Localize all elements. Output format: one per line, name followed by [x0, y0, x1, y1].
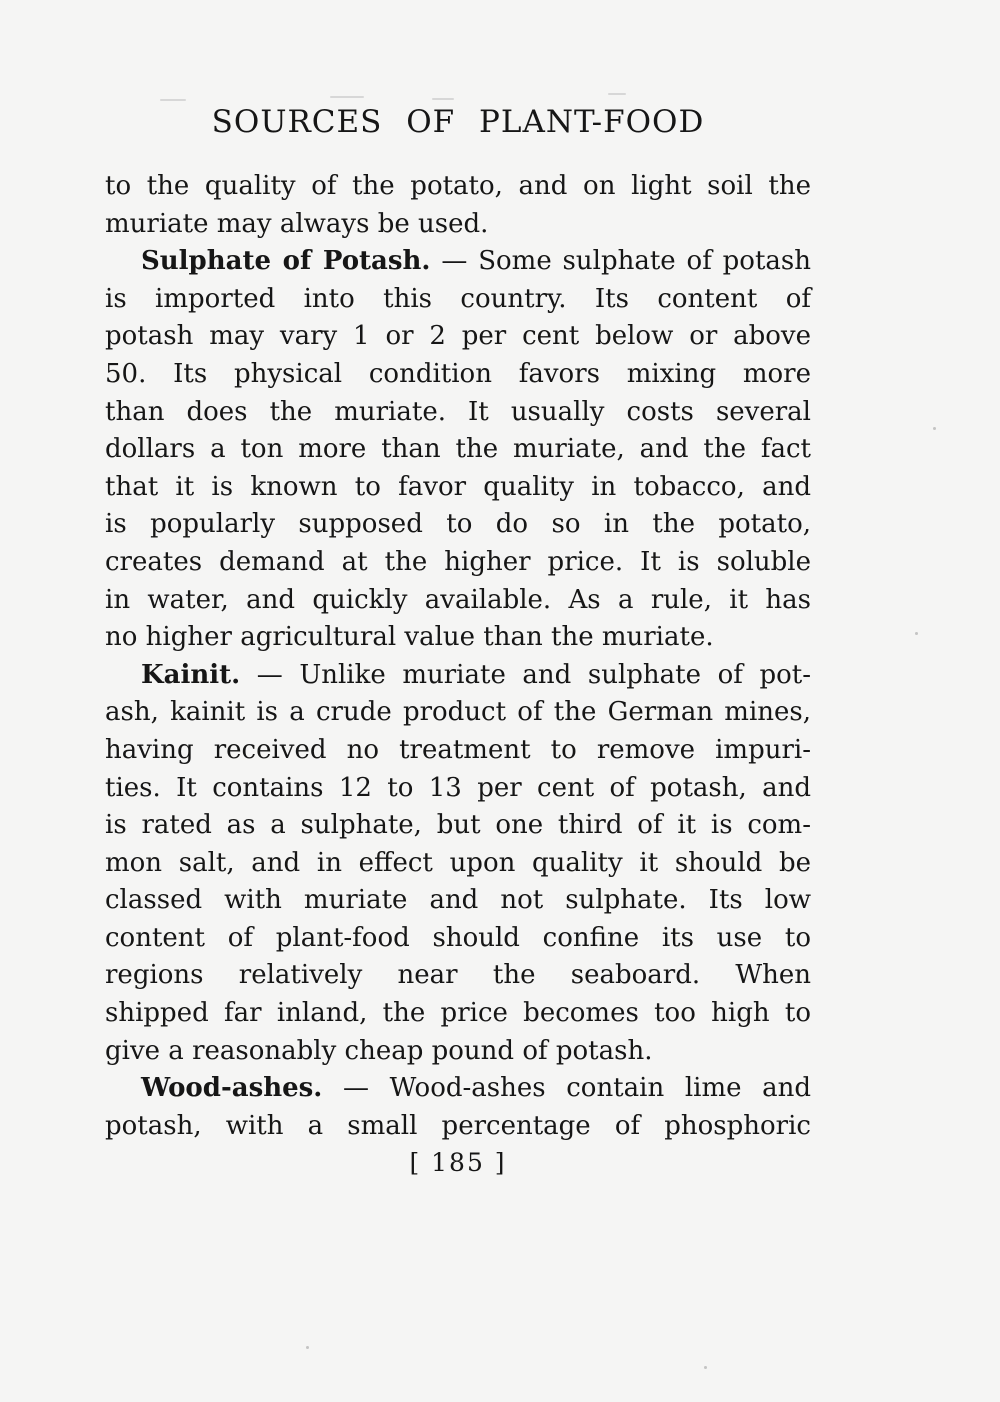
page-title: SOURCES OF PLANT-FOOD — [211, 104, 705, 140]
scan-artifact — [915, 632, 918, 635]
text-line: muriate may always be used. — [105, 208, 489, 239]
scan-artifact — [306, 1346, 309, 1349]
text-line: in water, and quickly available. As a rule, it has — [105, 584, 811, 615]
text-line: than does the muriate. It usually costs several — [105, 396, 811, 427]
scan-artifact — [704, 1366, 707, 1369]
body-text — [105, 168, 811, 1145]
scan-artifact — [608, 93, 626, 95]
text-line — [105, 657, 811, 695]
text-line: no higher agricultural value than the muriate. — [105, 622, 714, 653]
text-line: having received no treatment to remove impuri- — [105, 734, 811, 765]
text-line: potash, with a small percentage of phosphoric — [105, 1110, 811, 1141]
text-line: mon salt, and in effect upon quality it should be — [105, 847, 811, 878]
paragraph-lead-rest: — Unlike muriate and sulphate of pot- — [240, 659, 811, 690]
text-line: that it is known to favor quality in tobacco, and — [105, 471, 811, 502]
paragraph-lead: Kainit. — [141, 659, 241, 690]
text-line: ties. It contains 12 to 13 per cent of potash, and — [105, 772, 811, 803]
paragraph-lead: Sulphate of Potash. — [141, 246, 431, 277]
scan-artifact — [160, 99, 186, 101]
page-number: [ 185 ] — [409, 1148, 507, 1178]
text-line: potash may vary 1 or 2 per cent below or above — [105, 321, 811, 352]
scan-artifact — [933, 427, 936, 430]
text-line: content of plant-food should confine its use to — [105, 922, 811, 953]
scan-artifact — [432, 98, 454, 100]
text-line: give a reasonably cheap pound of potash. — [105, 1035, 653, 1066]
text-line: shipped far inland, the price becomes too high to — [105, 998, 811, 1029]
text-column — [105, 104, 811, 1177]
text-line — [105, 243, 811, 281]
text-line: creates demand at the higher price. It is soluble — [105, 546, 811, 577]
paragraph-lead-rest: — Some sulphate of potash — [430, 246, 812, 277]
text-line: to the quality of the potato, and on light soil the — [105, 171, 811, 201]
text-line: is rated as a sulphate, but one third of it is com- — [105, 810, 811, 841]
scan-artifact — [330, 96, 364, 98]
paragraph-lead: Wood-ashes. — [141, 1073, 323, 1104]
text-line: ash, kainit is a crude product of the German mines, — [105, 697, 811, 728]
text-line: 50. Its physical condition favors mixing more — [105, 358, 811, 389]
text-line: regions relatively near the seaboard. When — [105, 960, 811, 991]
text-line: classed with muriate and not sulphate. Its low — [105, 885, 811, 916]
text-line: dollars a ton more than the muriate, and the fact — [105, 434, 811, 465]
text-line: is popularly supposed to do so in the potato, — [105, 509, 811, 540]
text-line: is imported into this country. Its content of — [105, 283, 811, 314]
paragraph-lead-rest: — Wood-ashes contain lime and — [322, 1073, 811, 1104]
text-line — [105, 1070, 811, 1108]
